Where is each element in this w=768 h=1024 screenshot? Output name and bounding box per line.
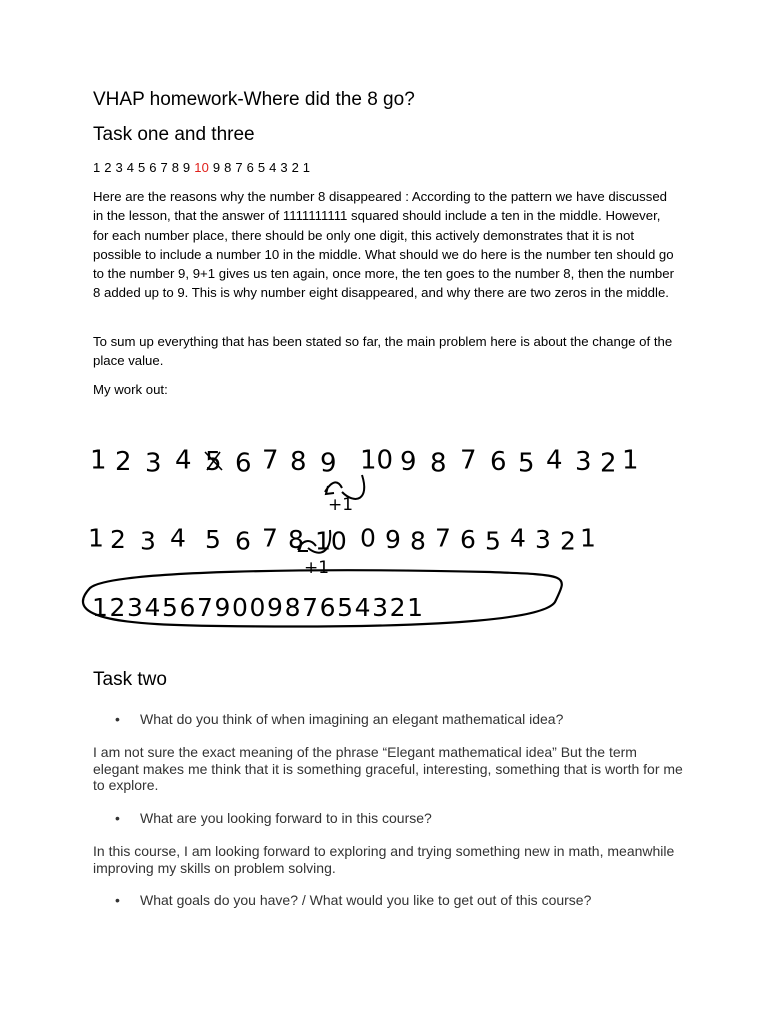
handwritten-row-1 [90,446,639,479]
handwritten-digit: 2 [115,447,132,477]
handwritten-digit: 2 [600,448,617,479]
handwritten-digit: 5 [485,526,501,556]
handwritten-digit: 8 [288,525,304,554]
handwritten-digit: 3 [145,448,162,479]
handwritten-digit: 9 [400,447,417,477]
handwritten-row-2 [88,524,596,556]
handwritten-digit: 4 [170,523,186,553]
handwritten-digit: 5 [205,447,222,477]
handwritten-digit: 4 [175,445,192,476]
handwritten-digit: 1 [622,445,639,476]
handwritten-digit: 1 [580,523,596,553]
handwritten-digit: 6 [460,525,476,554]
carry-note-2: +1 [304,558,330,578]
reasons-paragraph: Here are the reasons why the number 8 disappeared : According to the pattern we have discussed in the lesson, that the answer of 1111111111 squared should include a ten in the middle. However, for each number place, there should be only one digit, this actively demonstrates that it is not possible to include a number 10 in the middle. What should we do here is the number ten should go to the number 9, 9+1 gives us ten again, once more, the ten goes to the number 8, then the number 8 added up to 9. This is why number eight disappeared, and why there are two zeros in the middle. [93,189,674,301]
carry-note-1: +1 [328,495,354,515]
handwritten-digit: 1 [88,523,104,553]
handwritten-digit: 7 [262,445,279,476]
summary-paragraph: To sum up everything that has been stated so far, the main problem here is about the change of the place value. [93,334,673,369]
handwritten-digit: 8 [430,448,447,479]
document-title: VHAP homework-Where did the 8 go? [93,89,415,110]
handwritten-digit: 4 [510,523,526,553]
handwritten-digit: 7 [460,445,477,476]
handwritten-digit: 10 [315,526,347,556]
handwritten-digit: 8 [410,526,426,556]
sequence-highlight: 10 [194,160,210,175]
handwritten-row-3: 1234567900987654321 [92,593,425,622]
task-two-heading: Task two [93,669,167,690]
handwritten-digit: 0 [360,523,376,553]
handwritten-digit: 6 [235,526,251,556]
handwritten-digit: 3 [535,525,551,554]
handwritten-digit: 6 [490,447,507,477]
handwritten-digit: 7 [262,523,278,553]
work-out-label: My work out: [93,382,168,397]
bullet-icon: • [115,810,120,826]
answer-2: In this course, I am looking forward to exploring and trying something new in math, meanwhile improving my skills on problem solving. [93,843,675,876]
question-1-text: What do you think of when imagining an elegant mathematical idea? [140,711,564,727]
handwritten-digit: 3 [140,526,156,556]
handwritten-digit: 2 [110,525,126,554]
handwritten-digit: 3 [575,447,592,477]
carry-arrow-1 [325,482,342,494]
handwritten-digit: 8 [290,447,307,477]
number-sequence [93,160,310,175]
sequence-end: 9 8 7 6 5 4 3 2 1 [209,160,311,175]
question-3-text: What goals do you have? / What would you like to get out of this course? [140,892,592,908]
question-2-text: What are you looking forward to in this course? [140,810,432,826]
handwritten-digit: 9 [320,448,337,479]
handwritten-digit: 6 [235,448,252,479]
handwritten-digit: 4 [546,445,563,476]
handwritten-digit: 7 [435,523,451,553]
task-one-heading: Task one and three [93,124,255,145]
handwritten-work [70,430,650,640]
handwritten-digit: 2 [560,526,576,556]
handwritten-digit: 5 [518,448,535,479]
bullet-icon: • [115,892,120,908]
bullet-icon: • [115,711,120,727]
handwritten-digit: 10 [360,445,394,476]
sequence-start: 1 2 3 4 5 6 7 8 9 [93,160,195,175]
answer-1: I am not sure the exact meaning of the phrase “Elegant mathematical idea” But the term elegant makes me think that it is something graceful, interesting, something that is worth for me to explore. [93,744,683,793]
handwritten-digit: 1 [90,445,107,476]
handwritten-digit: 5 [205,525,221,554]
handwritten-digit: 9 [385,525,401,554]
